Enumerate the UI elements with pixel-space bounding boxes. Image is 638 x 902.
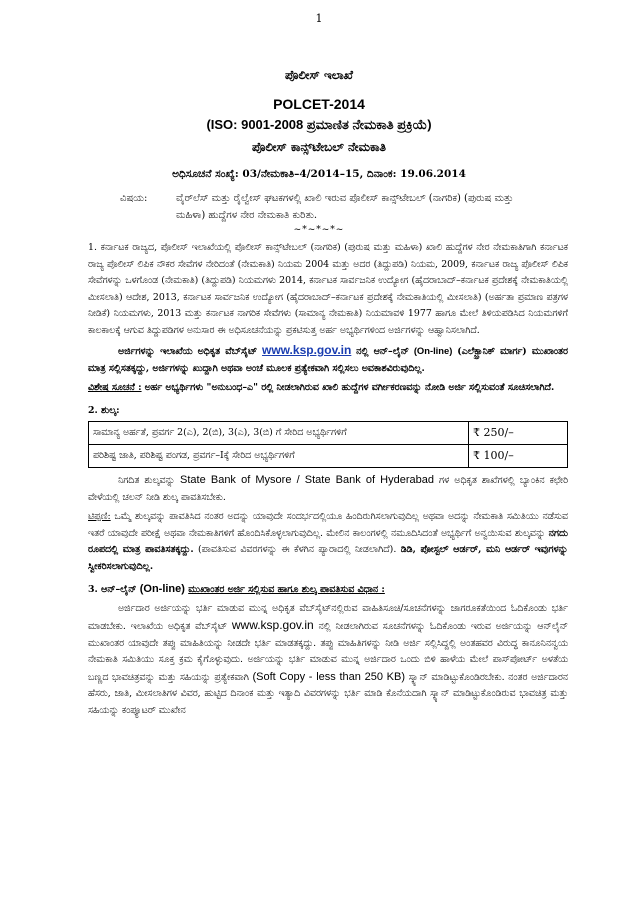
special-note-label: ವಿಶೇಷ ಸೂಚನೆ : (88, 382, 142, 393)
soft-copy-note: (Soft Copy - less than 250 KB) (252, 670, 406, 683)
subject-text: ವೈರ್‌ಲೆಸ್ ಮತ್ತು ರೈಲ್ವೇಸ್ ಘಟಕಗಳಲ್ಲಿ ಖಾಲಿ ಇರುವ ಪೊಲೀಸ್ ಕಾನ್ಸ್‌ಟೇಬಲ್ (ನಾಗರಿಕ) (ಪುರುಷ ಮತ್ತು ಮಹಿಳಾ) ಹುದ್ದೆಗಳ ನೇರ ನೇಮಕಾತಿ ಕುರಿತು. (176, 193, 514, 221)
note-text-2: (ಪಾವತಿಸುವ ವಿವರಗಳನ್ನು ಈ ಕೆಳಗಿನ ಪ್ಯಾರಾದಲ್ಲಿ ನೀಡಲಾಗಿದೆ). (198, 544, 397, 555)
fee-amount: ₹ 100/– (469, 445, 568, 468)
special-note (88, 380, 568, 397)
table-row (89, 422, 568, 445)
section-3-heading (88, 581, 568, 599)
notification-number: ಅಧಿಸೂಚನೆ ಸಂಖ್ಯೆ: 03/ನೇಮಕಾತಿ–4/2014–15, ದಿನಾಂಕ: 19.06.2014 (172, 168, 466, 180)
section-3-text (88, 601, 568, 720)
bank-pre: ನಿಗದಿತ ಶುಲ್ಕವನ್ನು (118, 475, 175, 486)
paragraph-1: 1. ಕರ್ನಾಟಕ ರಾಜ್ಯದ, ಪೊಲೀಸ್ ಇಲಾಖೆಯಲ್ಲಿ ಪೊಲೀಸ್ ಕಾನ್ಸ್‌ಟೇಬಲ್ (ನಾಗರಿಕ) (ಪುರುಷ ಮತ್ತು ಮಹಿಳಾ) ಖಾಲಿ ಹುದ್ದೆಗಳ ನೇರ ನೇಮಕಾತಿಗಾಗಿ ಕರ್ನಾಟಕ ರಾಜ್ಯ ಪೊಲೀಸ್ ಲಿಪಿಕ ನೌಕರ ಸೇವೆಗಳ ನೇರಿದಂತೆ (ನೇಮಕಾತಿ) ನಿಯಮ 2004 ಮತ್ತು ಅದರ (ತಿದ್ದುಪಡಿ) ನಿಯಮ, 2009, ಕರ್ನಾಟಕ ರಾಜ್ಯ ಪೊಲೀಸ್ ಲಿಪಿಕ ಸೇವೆಗಳನ್ನು ಒಳಗೊಂಡ (ನೇಮಕಾತಿ) (ತಿದ್ದುಪಡಿ) ನಿಯಮಗಳು 2014, ಕರ್ನಾಟಕ ಸಾರ್ವಜನಿಕ ಉದ್ಯೋಗ (ಹೈದರಾಬಾದ್–ಕರ್ನಾಟಕ ಪ್ರದೇಶಕ್ಕೆ ನೇಮಕಾತಿಯಲ್ಲಿ ಮೀಸಲಾತಿ) ಆದೇಶ, 2013, ಕರ್ನಾಟಕ ಸಾರ್ವಜನಿಕ ಉದ್ಯೋಗ (ಹೈದರಾಬಾದ್–ಕರ್ನಾಟಕ ಪ್ರದೇಶಕ್ಕೆ ನೇಮಕಾತಿಯಲ್ಲಿ ಮೀಸಲಾತಿ) (ಅರ್ಹತಾ ಪ್ರಮಾಣ ಪತ್ರಗಳ ನೀಡಿಕೆ) ನಿಯಮಗಳು, 2013 ಮತ್ತು ಕರ್ನಾಟಕ ನಾಗರಿಕ ಸೇವೆಗಳು (ಸಾಮಾನ್ಯ ನೇಮಕಾತಿ) ನಿಯಮಾವಳಿ 1977 ಹಾಗೂ ಮೇಲೆ ತಿಳಿಯಪಡಿಸಿದ ನಿಯಮಗಳಿಗೆ ಕಾಲಕಾಲಕ್ಕೆ ಆಗುವ ತಿದ್ದುಪಡಿಗಳ ಅನುಸಾರ ಈ ಅಧಿಸೂಚನೆಯನ್ನು ಪ್ರಕಟಿಸುತ್ತ ಅರ್ಹ ಅಭ್ಯರ್ಥಿಗಳಿಂದ ಅರ್ಜಿಗಳನ್ನು ಆಹ್ವಾನಿಸಲಾಗಿದೆ. (88, 242, 568, 336)
bank-post: ಗಳ ಅಧಿಕೃತ ಶಾಖೆಗಳಲ್ಲಿ ಬ್ಯಾಂಕಿನ ಕಛೇರಿ ವೇಳೆಯಲ್ಲಿ ಚಲನ್ ನೀಡಿ ಶುಲ್ಕ ಪಾವತಿಸಬೇಕು. (88, 475, 569, 503)
page-number: 1 (315, 12, 323, 25)
fee-amount: ₹ 250/– (469, 422, 568, 445)
section-3-text-2: ನಲ್ಲಿ ನೀಡಲಾಗಿರುವ ಸೂಚನೆಗಳನ್ನು ಓದಿಕೊಂಡು ಇರುವ ಅರ್ಜಿಯನ್ನು ಆನ್‌ಲೈನ್ ಮುಖಾಂತರ ಯಾವುದೇ ತಪ್ಪು ಮಾಹಿತಿಯನ್ನು ನೀಡದೇ ಭರ್ತಿ ಮಾಡತಕ್ಕದ್ದು. ತಪ್ಪು ಮಾಹಿತಿಗಳನ್ನು ನೀಡಿ ಅರ್ಜಿ ಸಲ್ಲಿಸಿದ್ದಲ್ಲಿ ಅಂತಹವರ ವಿರುದ್ಧ ಕಾನೂನಿನನ್ವಯ ನೇಮಕಾತಿ ಸಮಿತಿಯು ಸೂಕ್ತ ಕ್ರಮ ಕೈಗೊಳ್ಳುವುದು. ಅರ್ಜಿಯನ್ನು ಭರ್ತಿ ಮಾಡುವ ಮುನ್ನ ಅರ್ಜಿದಾರ ಒಂದು ಬಿಳಿ ಹಾಳೆಯ ಮೇಲೆ ಪಾಸ್‌ಪೋರ್ಟ್ ಅಳತೆಯ ಬಣ್ಣದ ಭಾವಚಿತ್ರವನ್ನು ಮತ್ತು ಸಹಿಯನ್ನು ಪ್ರತ್ಯೇಕವಾಗಿ (88, 621, 568, 683)
online-pre: ಅರ್ಜಿಗಳನ್ನು ಇಲಾಖೆಯ ಅಧಿಕೃತ ವೆಬ್‌ಸೈಟ್ (118, 346, 258, 357)
note-bold-2: ಡಿಡಿ, ಪೋಸ್ಟಲ್ ಆರ್ಡರ್, ಮನಿ ಆರ್ಡರ್ ಇವುಗಳನ್ನು ಸ್ವೀಕರಿಸಲಾಗುವುದಿಲ್ಲ. (88, 544, 569, 572)
special-note-text: ಅರ್ಹ ಅಭ್ಯರ್ಥಿಗಳು "ಅನುಬಂಧ–ಎ" ರಲ್ಲಿ ನೀಡಲಾಗಿರುವ ಖಾಲಿ ಹುದ್ದೆಗಳ ವರ್ಗೀಕರಣವನ್ನು ನೋಡಿ ಅರ್ಜಿ ಸಲ್ಲಿಸುವಂತೆ ಸೂಚಿಸಲಾಗಿದೆ. (144, 382, 555, 393)
post-title: ಪೊಲೀಸ್ ಕಾನ್ಸ್‌ಟೇಬಲ್ ನೇಮಕಾತಿ (251, 140, 387, 154)
table-row (89, 445, 568, 468)
section-3-heading-en: (On-line) (139, 583, 185, 595)
note-text: ಒಮ್ಮೆ ಶುಲ್ಕವನ್ನು ಪಾವತಿಸಿದ ನಂತರ ಅದನ್ನು ಯಾವುದೇ ಸಂದರ್ಭದಲ್ಲಿಯೂ ಹಿಂದಿರುಗಿಸಲಾಗುವುದಿಲ್ಲ ಅಥವಾ ಅದನ್ನು ನೇಮಕಾತಿ ಸಮಿತಿಯು ನಡೆಸುವ ಇತರೆ ಯಾವುದೇ ಪರೀಕ್ಷೆ ಅಥವಾ ನೇಮಕಾತಿಗಳಿಗೆ ಹೊಂದಿಸಿಕೊಳ್ಳಲಾಗುವುದಿಲ್ಲ. ಮೇಲಿನ ಕಾಲಂಗಳಲ್ಲಿ ನಮೂದಿಸಿದಂತೆ ಅಭ್ಯರ್ಥಿಗೆ ಅನ್ವಯಿಸುವ ಶುಲ್ಕವನ್ನು (88, 511, 569, 539)
separator: ~*~*~*~ (293, 225, 345, 235)
section-3-heading-post: ಮುಖಾಂತರ ಅರ್ಜಿ ಸಲ್ಲಿಸುವ ಹಾಗೂ ಶುಲ್ಕ ಪಾವತಿಸುವ ವಿಧಾನ : (188, 584, 385, 595)
fee-table (88, 421, 568, 468)
note-label: ಟಿಪ್ಪಣಿ: (88, 511, 111, 522)
department-title: ಪೊಲೀಸ್ ಇಲಾಖೆ (285, 68, 353, 82)
section-3-heading-pre: 3. ಆನ್–ಲೈನ್ (88, 584, 137, 595)
website-link[interactable]: www.ksp.gov.in (262, 343, 352, 357)
online-post: (ಎಲೆಕ್ಟ್ರಾನಿಕ್ ಮಾರ್ಗ) ಮುಖಾಂತರ ಮಾತ್ರ ಸಲ್ಲಿಸತಕ್ಕದ್ದು, ಅರ್ಜಿಗಳನ್ನು ಖುದ್ದಾಗಿ ಅಥವಾ ಅಂಚೆ ಮೂಲಕ ಪ್ರತ್ಯೇಕವಾಗಿ ಸಲ್ಲಿಸಲು ಅವಕಾಶವಿರುವುದಿಲ್ಲ. (88, 346, 568, 374)
online-paragraph (88, 342, 568, 377)
section-3-url[interactable]: www.ksp.gov.in (231, 618, 314, 632)
fee-category: ಸಾಮಾನ್ಯ ಅರ್ಹತೆ, ಪ್ರವರ್ಗ 2(ಎ), 2(ಬಿ), 3(ಎ), 3(ಬಿ) ಗೆ ಸೇರಿದ ಅಭ್ಯರ್ಥಿಗಳಿಗೆ (89, 422, 469, 445)
exam-title: POLCET-2014 (273, 96, 365, 112)
online-paren: (On-line) (413, 345, 453, 356)
bank-name: State Bank of Mysore / State Bank of Hyderabad (180, 474, 434, 486)
fee-heading: 2. ಶುಲ್ಕ: (88, 404, 120, 416)
fee-category: ಪರಿಶಿಷ್ಟ ಜಾತಿ, ಪರಿಶಿಷ್ಟ ಪಂಗಡ, ಪ್ರವರ್ಗ–Iಕ್ಕೆ ಸೇರಿದ ಅಭ್ಯರ್ಥಿಗಳಿಗೆ (89, 445, 469, 468)
bank-paragraph (88, 472, 568, 506)
iso-line: (ISO: 9001-2008 ಪ್ರಮಾಣಿತ ನೇಮಕಾತಿ ಪ್ರಕ್ರಿಯೆ) (206, 117, 432, 132)
document-body (88, 240, 568, 722)
online-mid: ನಲ್ಲಿ ಆನ್–ಲೈನ್ (356, 346, 409, 357)
section-3-text-1: ಅರ್ಜಿದಾರ ಅರ್ಜಿಯನ್ನು ಭರ್ತಿ ಮಾಡುವ ಮುನ್ನ ಅಧಿಕೃತ ವೆಬ್‌ಸೈಟ್‌ನಲ್ಲಿರುವ ವಾಹಿತಿಸೂಚಿ/ಸೂಚನೆಗಳನ್ನು ಜಾಗರೂಕತೆಯಿಂದ ಓದಿಕೊಂಡು ಭರ್ತಿ ಮಾಡಬೇಕು. ಇಲಾಖೆಯ ಅಧಿಕೃತ ವೆಬ್‌ಸೈಟ್ (88, 602, 568, 632)
fee-note (88, 509, 568, 575)
subject-label: ವಿಷಯ: (120, 193, 148, 204)
note-bold: ನಗದು ರೂಪದಲ್ಲಿ ಮಾತ್ರ ಪಾವತಿಸತಕ್ಕದ್ದು. (88, 527, 568, 555)
section-3-text-3: ಸ್ಕ್ಯಾನ್ ಮಾಡಿಟ್ಟುಕೊಂಡಿರಬೇಕು. ನಂತರ ಅರ್ಜಿದಾರನ ಹೆಸರು, ಜಾತಿ, ಮೀಸಲಾತಿಗಳ ವಿವರ, ಹುಟ್ಟಿದ ದಿನಾಂಕ ಮತ್ತು ಇತ್ಯಾದಿ ವಿವರಗಳನ್ನು ಭರ್ತಿ ಮಾಡಿ ಕೊನೆಯದಾಗಿ ಸ್ಕ್ಯಾನ್ ಮಾಡಿಟ್ಟುಕೊಂಡಿರುವ ಭಾವಚಿತ್ರ ಮತ್ತು ಸಹಿಯನ್ನು ಕಂಪ್ಯೂಟರ್ ಮುಖೇನ (88, 671, 568, 716)
